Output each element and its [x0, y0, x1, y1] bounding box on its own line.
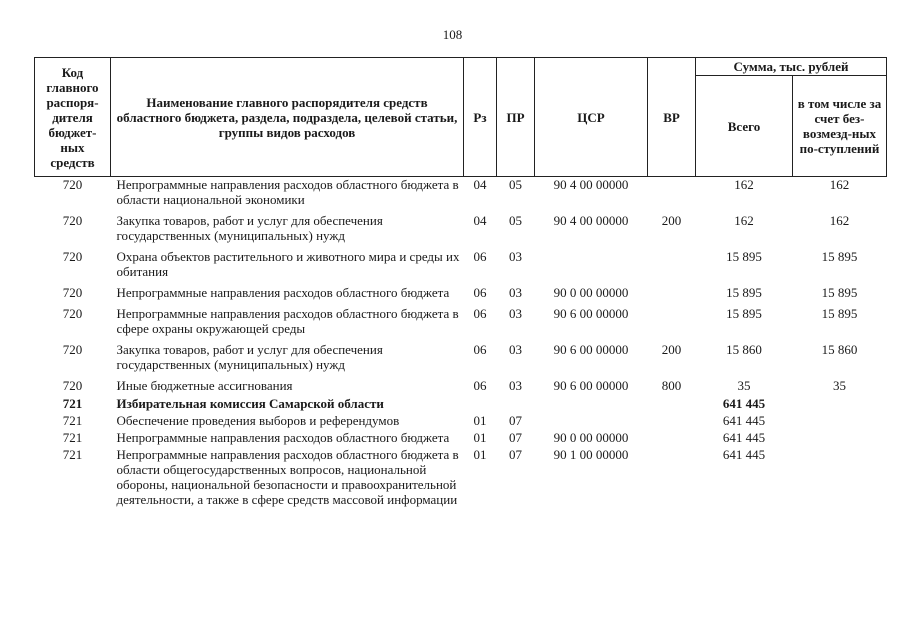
table-row [35, 306, 887, 342]
table-row [35, 285, 887, 306]
table-row [35, 177, 887, 214]
row-rz: 06 [473, 285, 487, 300]
row-vr [648, 306, 696, 342]
header-code: Код главного распоря-дителя бюджет-ных средств [35, 58, 111, 177]
row-total: 641 445 [722, 396, 766, 411]
row-code: 721 [62, 413, 83, 428]
row-total: 641 445 [722, 413, 766, 428]
header-sum-group: Сумма, тыс. рублей [696, 58, 887, 76]
row-code: 720 [62, 285, 83, 300]
row-vr [648, 413, 696, 430]
row-pr: 07 [509, 447, 522, 462]
row-rz: 04 [473, 213, 487, 228]
row-csr [535, 249, 648, 285]
row-incl: 15 895 [821, 249, 858, 264]
row-total: 35 [737, 378, 751, 393]
row-rz: 01 [473, 413, 487, 428]
row-csr: 90 1 00 00000 [553, 447, 629, 462]
row-rz: 01 [473, 447, 487, 462]
header-name: Наименование главного распорядителя средств областного бюджета, раздела, подраздела, целевой статьи, группы видов расходов [111, 58, 464, 177]
header-vr: ВР [648, 58, 696, 177]
row-pr: 07 [509, 430, 522, 445]
row-code: 720 [62, 213, 83, 228]
row-pr: 03 [509, 306, 522, 321]
row-pr: 03 [509, 249, 522, 264]
row-name: Непрограммные направления расходов областного бюджета [116, 285, 450, 300]
row-incl: 35 [833, 378, 846, 393]
table-row [35, 213, 887, 249]
row-rz [464, 396, 497, 413]
table-row [35, 378, 887, 396]
table-row [35, 396, 887, 413]
row-incl: 15 860 [821, 342, 858, 357]
row-vr [648, 447, 696, 507]
table-row [35, 249, 887, 285]
row-code: 721 [62, 447, 83, 462]
row-code: 721 [62, 430, 83, 445]
row-incl [793, 413, 887, 430]
row-rz: 06 [473, 378, 487, 393]
row-pr: 03 [509, 342, 522, 357]
header-rz: Рз [464, 58, 497, 177]
row-name: Избирательная комиссия Самарской области [116, 396, 384, 411]
row-code: 720 [62, 177, 83, 192]
row-name: Закупка товаров, работ и услуг для обеспечения государственных (муниципальных) нужд [116, 213, 383, 243]
header-total: Всего [696, 76, 793, 177]
row-vr [648, 249, 696, 285]
row-rz: 01 [473, 430, 487, 445]
row-vr: 200 [661, 213, 682, 228]
row-total: 162 [734, 213, 754, 228]
row-pr: 07 [509, 413, 522, 428]
row-code: 720 [62, 378, 83, 393]
row-csr: 90 6 00 00000 [553, 342, 629, 357]
row-name: Иные бюджетные ассигнования [116, 378, 293, 393]
row-vr [648, 430, 696, 447]
budget-table [34, 57, 887, 507]
row-total: 15 895 [726, 249, 762, 264]
row-rz: 04 [473, 177, 487, 192]
row-csr: 90 0 00 00000 [553, 285, 629, 300]
row-total: 15 895 [726, 306, 762, 321]
row-code: 721 [62, 396, 83, 411]
row-csr: 90 4 00 00000 [553, 213, 629, 228]
row-name: Непрограммные направления расходов областного бюджета в области общегосударственных вопросов, национальной обороны, национальной безопасности и правоохранительной деятельности, а также в сфере средств массовой информации [116, 447, 459, 507]
row-name: Непрограммные направления расходов областного бюджета в области национальной экономики [116, 177, 459, 207]
row-incl [793, 447, 887, 507]
header-incl: в том числе за счет без-возмезд-ных по-ступлений [793, 76, 887, 177]
row-rz: 06 [473, 249, 487, 264]
table-row [35, 413, 887, 430]
row-csr: 90 6 00 00000 [553, 306, 629, 321]
row-total: 641 445 [722, 430, 766, 445]
row-total: 641 445 [722, 447, 766, 462]
row-name: Непрограммные направления расходов областного бюджета в сфере охраны окружающей среды [116, 306, 459, 336]
row-name: Непрограммные направления расходов областного бюджета [116, 430, 450, 445]
row-incl [793, 430, 887, 447]
row-csr: 90 4 00 00000 [553, 177, 629, 192]
header-pr: ПР [497, 58, 535, 177]
row-incl: 15 895 [821, 306, 858, 321]
row-csr [535, 396, 648, 413]
header-csr: ЦСР [535, 58, 648, 177]
row-vr [648, 396, 696, 413]
row-incl: 162 [829, 177, 850, 192]
row-csr: 90 6 00 00000 [553, 378, 629, 393]
row-vr [648, 285, 696, 306]
table-body [35, 177, 887, 508]
table-row [35, 430, 887, 447]
row-incl: 15 895 [821, 285, 858, 300]
row-vr [648, 177, 696, 214]
row-csr [535, 413, 648, 430]
row-code: 720 [62, 249, 83, 264]
row-pr: 03 [509, 285, 522, 300]
table-row [35, 447, 887, 507]
row-code: 720 [62, 342, 83, 357]
row-total: 15 895 [726, 285, 762, 300]
row-incl [793, 396, 887, 413]
row-incl: 162 [829, 213, 850, 228]
row-pr [497, 396, 535, 413]
row-csr: 90 0 00 00000 [553, 430, 629, 445]
row-name: Обеспечение проведения выборов и референдумов [116, 413, 400, 428]
table-row [35, 342, 887, 378]
row-name: Охрана объектов растительного и животного мира и среды их обитания [116, 249, 460, 279]
row-pr: 05 [509, 213, 522, 228]
row-vr: 800 [661, 378, 682, 393]
row-vr: 200 [661, 342, 682, 357]
row-total: 162 [734, 177, 754, 192]
row-pr: 03 [509, 378, 522, 393]
row-rz: 06 [473, 342, 487, 357]
row-rz: 06 [473, 306, 487, 321]
row-code: 720 [62, 306, 83, 321]
page-number: 108 [442, 27, 463, 42]
row-total: 15 860 [726, 342, 762, 357]
row-name: Закупка товаров, работ и услуг для обеспечения государственных (муниципальных) нужд [116, 342, 383, 372]
row-pr: 05 [509, 177, 522, 192]
